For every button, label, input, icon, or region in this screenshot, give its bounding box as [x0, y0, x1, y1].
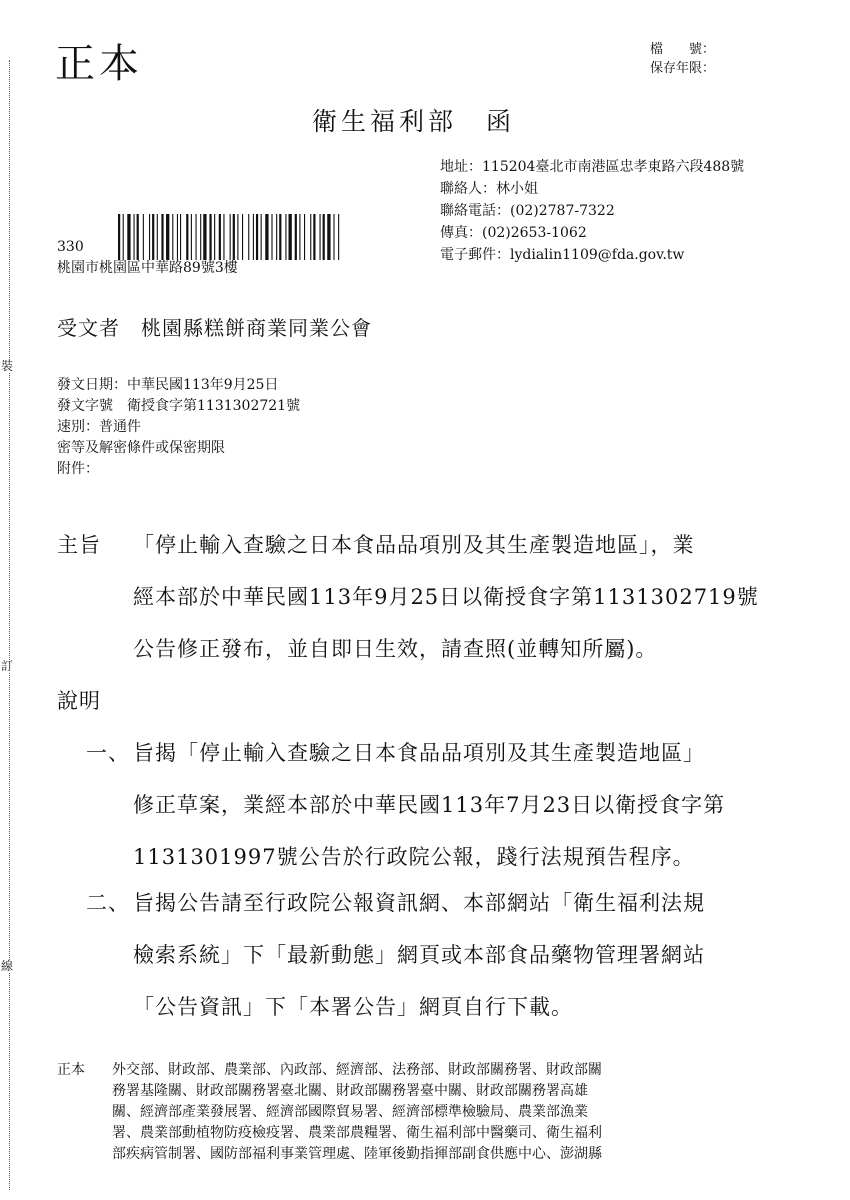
- postal-code: 330: [57, 239, 84, 255]
- barcode-bar: [256, 214, 258, 260]
- binding-line: [9, 60, 10, 1190]
- distribution-line: 署、農業部動植物防疫檢疫署、農業部農糧署、衛生福利部中醫藥司、衛生福利: [112, 1125, 602, 1141]
- contact-person: 聯絡人：林小姐: [440, 181, 538, 197]
- barcode-bar: [172, 214, 173, 260]
- contact-fax: 傳真：(02)2653-1062: [440, 225, 587, 241]
- distribution-line: 外交部、財政部、農業部、內政部、經濟部、法務部、財政部關務署、財政部關: [112, 1062, 602, 1078]
- subject-line-1: 「停止輸入查驗之日本食品品項別及其生產製造地區」，業: [133, 533, 695, 557]
- barcode-bar: [186, 214, 188, 260]
- distribution-list: [112, 1060, 602, 1165]
- barcode-bar: [143, 214, 144, 260]
- barcode-bar: [177, 214, 178, 260]
- barcode-bar: [242, 214, 243, 260]
- barcode-bar: [137, 214, 139, 260]
- explanation-label: 說明: [57, 689, 101, 713]
- barcode-bar: [203, 214, 206, 260]
- barcode-bar: [285, 214, 286, 260]
- barcode-bar: [327, 214, 330, 260]
- barcode-bar: [166, 214, 169, 260]
- barcode-bar: [310, 214, 311, 260]
- item-2-line-3: 「公告資訊」下「本署公告」網頁自行下載。: [133, 995, 573, 1019]
- binding-mark-ding: 訂: [1, 659, 14, 673]
- barcode-bar: [289, 214, 292, 260]
- barcode-bar: [261, 214, 262, 260]
- binding-mark-zhuang: 裝: [1, 359, 14, 373]
- barcode-bar: [304, 214, 305, 260]
- barcode-bar: [333, 214, 334, 260]
- barcode-bar: [152, 214, 154, 260]
- retention-period-label: 保存年限：: [650, 61, 716, 76]
- agency-title: 衛生福利部 函: [312, 107, 516, 136]
- barcode-bar: [265, 214, 268, 260]
- barcode-bar: [233, 214, 235, 260]
- barcode-bar: [295, 214, 297, 260]
- barcode-bar: [237, 214, 238, 260]
- distribution-line: 關、經濟部產業發展署、經濟部國際貿易署、經濟部標準檢驗局、農業部漁業: [112, 1104, 588, 1120]
- issue-date: 發文日期：中華民國113年9月25日: [57, 377, 279, 393]
- secrecy-level: 密等及解密條件或保密期限: [57, 440, 225, 456]
- barcode-bar: [320, 214, 321, 260]
- subject-line-2: 經本部於中華民國113年9月25日以衛授食字第1131302719號: [133, 585, 759, 609]
- barcode-bar: [161, 214, 163, 260]
- barcode-bar: [248, 214, 249, 260]
- item-1-marker: 一、: [86, 741, 130, 765]
- file-meta: [650, 40, 715, 78]
- recipient-address: 桃園市桃園區中華路89號3樓: [57, 260, 238, 276]
- barcode-bar: [276, 214, 277, 260]
- barcode-bar: [230, 214, 231, 260]
- barcode-bar: [196, 214, 197, 260]
- barcode-bar: [149, 214, 150, 260]
- contact-block: [440, 156, 744, 266]
- barcode-bar: [219, 214, 221, 260]
- distribution-line: 部疾病管制署、國防部福利事業管理處、陸軍後勤指揮部副食供應中心、澎湖縣: [112, 1146, 602, 1162]
- barcode-bar: [299, 214, 300, 260]
- barcode-bar: [123, 214, 124, 260]
- attachment-label: 附件：: [57, 461, 99, 477]
- document-meta: [57, 375, 300, 480]
- contact-email: 電子郵件：lydialin1109@fda.gov.tw: [440, 247, 685, 263]
- distribution-label: 正本: [57, 1062, 85, 1078]
- item-2-marker: 二、: [86, 891, 130, 915]
- barcode-image: [118, 214, 418, 260]
- delivery-speed: 速別：普通件: [57, 419, 141, 435]
- recipient-line: 受文者 桃園縣糕餅商業同業公會: [57, 316, 372, 340]
- item-1-line-2: 修正草案，業經本部於中華民國113年7月23日以衛授食字第: [133, 793, 726, 817]
- item-2-line-1: 旨揭公告請至行政院公報資訊網、本部網站「衛生福利法規: [133, 891, 705, 915]
- barcode-bar: [279, 214, 281, 260]
- barcode-bar: [127, 214, 130, 260]
- barcode-bar: [223, 214, 224, 260]
- barcode-bar: [118, 214, 120, 260]
- file-number-label: 檔 號：: [650, 42, 716, 57]
- item-2-line-2: 檢索系統」下「最新動態」網頁或本部食品藥物管理署網站: [133, 943, 705, 967]
- barcode-bar: [271, 214, 272, 260]
- barcode-bar: [209, 214, 211, 260]
- binding-mark-xian: 線: [1, 959, 14, 973]
- barcode-bar: [214, 214, 215, 260]
- barcode-bar: [134, 214, 135, 260]
- barcode-bar: [323, 214, 325, 260]
- distribution-line: 務署基隆關、財政部關務署臺北關、財政部關務署臺中關、財政部關務署高雄: [112, 1083, 588, 1099]
- barcode-bar: [313, 214, 315, 260]
- copy-label: 正本: [55, 41, 143, 87]
- barcode-bar: [191, 214, 192, 260]
- item-1-line-3: 1131301997號公告於行政院公報，踐行法規預告程序。: [133, 845, 695, 869]
- contact-phone: 聯絡電話：(02)2787-7322: [440, 203, 615, 219]
- barcode-bar: [253, 214, 254, 260]
- barcode-bar: [157, 214, 158, 260]
- item-1-line-1: 旨揭「停止輸入查驗之日本食品品項別及其生產製造地區」: [133, 741, 705, 765]
- barcode-bar: [200, 214, 201, 260]
- contact-address: 地址：115204臺北市南港區忠孝東路六段488號: [440, 159, 745, 175]
- subject-label: 主旨: [57, 533, 101, 557]
- barcode-bar: [338, 214, 339, 260]
- barcode-bar: [180, 214, 181, 260]
- subject-line-3: 公告修正發布，並自即日生效，請查照(並轉知所屬)。: [133, 637, 658, 661]
- document-number: 發文字號 衛授食字第1131302721號: [57, 398, 301, 414]
